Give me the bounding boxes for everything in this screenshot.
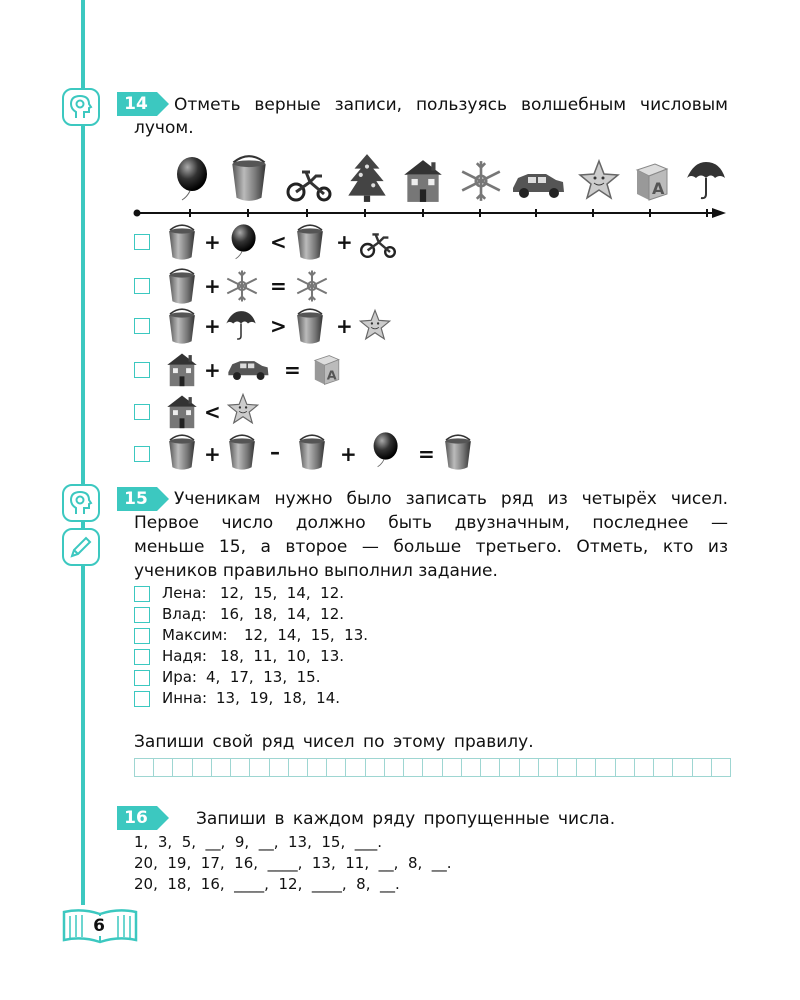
house-icon [164, 392, 200, 430]
bucket-icon [226, 432, 258, 472]
snowflake-icon [294, 268, 330, 304]
option-checkbox[interactable] [134, 628, 150, 644]
option-name: Инна: [162, 689, 208, 707]
operator: < [270, 230, 287, 254]
grid-cell[interactable] [442, 758, 462, 777]
tricycle-icon [284, 164, 334, 204]
head-gear-icon [62, 484, 100, 522]
grid-cell[interactable] [134, 758, 154, 777]
bucket-icon [296, 432, 328, 472]
exercise-16-badge [117, 806, 171, 830]
exercise-15-text: Ученикам нужно было записать ряд из четырёх чисел. [174, 489, 728, 509]
grid-cell[interactable] [307, 758, 327, 777]
star-icon [226, 392, 260, 426]
exercise-14-badge [117, 92, 171, 116]
option-checkbox[interactable] [134, 586, 150, 602]
answer-checkbox[interactable] [134, 446, 150, 462]
operator: < [204, 400, 221, 424]
page-number-book [60, 908, 140, 944]
answer-checkbox[interactable] [134, 362, 150, 378]
grid-cell[interactable] [269, 758, 289, 777]
grid-cell[interactable] [672, 758, 692, 777]
option-checkbox[interactable] [134, 691, 150, 707]
operator: – [270, 440, 280, 464]
head-gear-icon [62, 88, 100, 126]
option-values: 16, 18, 14, 12. [220, 605, 345, 623]
option-name: Ира: [162, 668, 197, 686]
option-name: Влад: [162, 605, 207, 623]
option-values: 4, 17, 13, 15. [206, 668, 321, 686]
number-ray [130, 205, 730, 221]
option-checkbox[interactable] [134, 670, 150, 686]
bucket-icon [294, 306, 326, 346]
grid-cell[interactable] [153, 758, 173, 777]
option-name: Лена: [162, 584, 207, 602]
exercise-16-title: Запиши в каждом ряду пропущенные числа. [196, 809, 616, 829]
snowflake-icon [224, 268, 260, 304]
star-icon [577, 158, 621, 202]
grid-cell[interactable] [692, 758, 712, 777]
umbrella-icon [684, 158, 728, 202]
bucket-icon [442, 432, 474, 472]
grid-cell[interactable] [634, 758, 654, 777]
exercise-15-badge [117, 487, 171, 511]
grid-cell[interactable] [519, 758, 539, 777]
option-values: 12, 14, 15, 13. [244, 626, 369, 644]
grid-cell[interactable] [538, 758, 558, 777]
operator: = [284, 358, 301, 382]
option-name: Максим: [162, 626, 228, 644]
grid-cell[interactable] [384, 758, 404, 777]
operator: = [270, 274, 287, 298]
operator: + [204, 230, 221, 254]
answer-grid[interactable] [134, 758, 730, 777]
grid-cell[interactable] [345, 758, 365, 777]
bucket-icon [166, 306, 198, 346]
grid-cell[interactable] [211, 758, 231, 777]
balloon-icon [226, 222, 258, 262]
grid-cell[interactable] [326, 758, 346, 777]
car-icon [510, 166, 566, 202]
exercise-14-title-cont: лучом. [134, 118, 194, 138]
option-values: 18, 11, 10, 13. [220, 647, 345, 665]
grid-cell[interactable] [595, 758, 615, 777]
answer-checkbox[interactable] [134, 318, 150, 334]
grid-cell[interactable] [499, 758, 519, 777]
operator: + [204, 358, 221, 382]
tree-icon [346, 152, 388, 204]
tricycle-icon [358, 228, 398, 260]
star-icon [358, 308, 392, 342]
sequence-2: 20, 19, 17, 16, ____, 13, 11, __, 8, __. [134, 854, 452, 872]
grid-cell[interactable] [615, 758, 635, 777]
grid-cell[interactable] [576, 758, 596, 777]
cube-icon [310, 352, 342, 388]
write-prompt: Запиши свой ряд чисел по этому правилу. [134, 732, 534, 752]
house-icon [164, 350, 200, 388]
exercise-14-title: Отметь верные записи, пользуясь волшебным числовым [174, 95, 728, 115]
grid-cell[interactable] [403, 758, 423, 777]
balloon-icon [170, 154, 210, 204]
grid-cell[interactable] [288, 758, 308, 777]
exercise-number: 15 [124, 489, 148, 509]
grid-cell[interactable] [365, 758, 385, 777]
bucket-icon [228, 152, 270, 204]
grid-cell[interactable] [480, 758, 500, 777]
margin-line [81, 0, 85, 905]
exercise-15-text: учеников правильно выполнил задание. [134, 561, 498, 581]
bucket-icon [166, 266, 198, 306]
grid-cell[interactable] [461, 758, 481, 777]
balloon-icon [368, 430, 400, 470]
bucket-icon [166, 432, 198, 472]
operator: + [204, 314, 221, 338]
answer-checkbox[interactable] [134, 234, 150, 250]
option-values: 12, 15, 14, 12. [220, 584, 345, 602]
bucket-icon [166, 222, 198, 262]
operator: + [336, 314, 353, 338]
option-checkbox[interactable] [134, 649, 150, 665]
option-values: 13, 19, 18, 14. [216, 689, 341, 707]
page-number: 6 [88, 916, 110, 936]
operator: + [336, 230, 353, 254]
umbrella-icon [224, 308, 258, 342]
car-icon [226, 354, 270, 384]
grid-cell[interactable] [711, 758, 731, 777]
exercise-number: 16 [124, 808, 148, 828]
answer-checkbox[interactable] [134, 278, 150, 294]
operator: = [418, 442, 435, 466]
exercise-15-text: меньше 15, а второе — больше третьего. Отметь, кто из [134, 537, 728, 557]
snowflake-icon [458, 158, 504, 204]
pencil-icon [62, 528, 100, 566]
bucket-icon [294, 222, 326, 262]
sequence-3: 20, 18, 16, ____, 12, ____, 8, __. [134, 875, 400, 893]
grid-cell[interactable] [249, 758, 269, 777]
house-icon [400, 156, 446, 204]
option-name: Надя: [162, 647, 207, 665]
operator: + [340, 442, 357, 466]
grid-cell[interactable] [172, 758, 192, 777]
exercise-number: 14 [124, 94, 148, 114]
answer-checkbox[interactable] [134, 404, 150, 420]
option-checkbox[interactable] [134, 607, 150, 623]
operator: + [204, 442, 221, 466]
cube-icon [631, 160, 671, 204]
grid-cell[interactable] [422, 758, 442, 777]
exercise-15-text: Первое число должно быть двузначным, последнее — [134, 513, 728, 533]
operator: > [270, 314, 287, 338]
grid-cell[interactable] [230, 758, 250, 777]
grid-cell[interactable] [192, 758, 212, 777]
grid-cell[interactable] [653, 758, 673, 777]
operator: + [204, 274, 221, 298]
grid-cell[interactable] [557, 758, 577, 777]
sequence-1: 1, 3, 5, __, 9, __, 13, 15, ___. [134, 833, 383, 851]
